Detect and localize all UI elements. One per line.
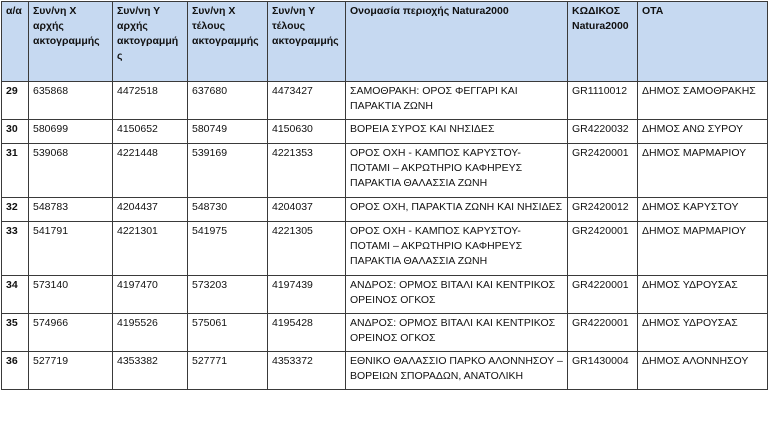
natura-name-cell: ΕΘΝΙΚΟ ΘΑΛΑΣΣΙΟ ΠΑΡΚΟ ΑΛΟΝΝΗΣΟΥ – ΒΟΡΕΙΩΝ ΣΠΟΡΑΔΩΝ, ΑΝΑΤΟΛΙΚΗ [346, 352, 568, 390]
header-ota: ΟΤΑ [638, 2, 768, 82]
natura-code-cell: GR1110012 [568, 82, 638, 120]
natura-coastline-table [1, 1, 768, 390]
x-end-cell: 548730 [188, 198, 268, 222]
natura-name-cell: ΟΡΟΣ ΟΧΗ - ΚΑΜΠΟΣ ΚΑΡΥΣΤΟΥ- ΠΟΤΑΜΙ – ΑΚΡΩΤΗΡΙΟ ΚΑΦΗΡΕΥΣ ΠΑΡΑΚΤΙΑ ΘΑΛΑΣΣΙΑ ΖΩΝΗ [346, 144, 568, 198]
row-number: 33 [2, 222, 29, 276]
x-end-cell: 637680 [188, 82, 268, 120]
header-y-start: Συν/νη Υ αρχής ακτογραμμής [113, 2, 188, 82]
ota-cell: ΔΗΜΟΣ ΑΛΟΝΝΗΣΟΥ [638, 352, 768, 390]
y-start-cell: 4150652 [113, 120, 188, 144]
y-end-cell: 4221305 [268, 222, 346, 276]
x-end-cell: 580749 [188, 120, 268, 144]
natura-code-cell: GR2420012 [568, 198, 638, 222]
y-end-cell: 4204037 [268, 198, 346, 222]
y-start-cell: 4353382 [113, 352, 188, 390]
ota-cell: ΔΗΜΟΣ ΚΑΡΥΣΤΟΥ [638, 198, 768, 222]
table-header-row [2, 2, 768, 82]
y-start-cell: 4204437 [113, 198, 188, 222]
y-start-cell: 4221448 [113, 144, 188, 198]
natura-name-cell: ΒΟΡΕΙΑ ΣΥΡΟΣ ΚΑΙ ΝΗΣΙΔΕΣ [346, 120, 568, 144]
x-start-cell: 574966 [29, 314, 113, 352]
natura-name-cell: ΑΝΔΡΟΣ: ΟΡΜΟΣ ΒΙΤΑΛΙ ΚΑΙ ΚΕΝΤΡΙΚΟΣ ΟΡΕΙΝΟΣ ΟΓΚΟΣ [346, 276, 568, 314]
x-end-cell: 539169 [188, 144, 268, 198]
natura-name-cell: ΑΝΔΡΟΣ: ΟΡΜΟΣ ΒΙΤΑΛΙ ΚΑΙ ΚΕΝΤΡΙΚΟΣ ΟΡΕΙΝΟΣ ΟΓΚΟΣ [346, 314, 568, 352]
y-end-cell: 4221353 [268, 144, 346, 198]
row-number: 32 [2, 198, 29, 222]
x-end-cell: 527771 [188, 352, 268, 390]
row-number: 36 [2, 352, 29, 390]
row-number: 29 [2, 82, 29, 120]
natura-code-cell: GR4220032 [568, 120, 638, 144]
y-end-cell: 4150630 [268, 120, 346, 144]
y-end-cell: 4197439 [268, 276, 346, 314]
x-start-cell: 573140 [29, 276, 113, 314]
natura-code-cell: GR2420001 [568, 144, 638, 198]
ota-cell: ΔΗΜΟΣ ΥΔΡΟΥΣΑΣ [638, 276, 768, 314]
x-start-cell: 580699 [29, 120, 113, 144]
table-row [2, 198, 768, 222]
x-start-cell: 539068 [29, 144, 113, 198]
row-number: 31 [2, 144, 29, 198]
table-row [2, 144, 768, 198]
x-start-cell: 541791 [29, 222, 113, 276]
x-start-cell: 527719 [29, 352, 113, 390]
natura-code-cell: GR2420001 [568, 222, 638, 276]
y-end-cell: 4353372 [268, 352, 346, 390]
ota-cell: ΔΗΜΟΣ ΑΝΩ ΣΥΡΟΥ [638, 120, 768, 144]
ota-cell: ΔΗΜΟΣ ΣΑΜΟΘΡΑΚΗΣ [638, 82, 768, 120]
header-x-end: Συν/νη Χ τέλους ακτογραμμής [188, 2, 268, 82]
natura-name-cell: ΟΡΟΣ ΟΧΗ - ΚΑΜΠΟΣ ΚΑΡΥΣΤΟΥ- ΠΟΤΑΜΙ – ΑΚΡΩΤΗΡΙΟ ΚΑΦΗΡΕΥΣ ΠΑΡΑΚΤΙΑ ΘΑΛΑΣΣΙΑ ΖΩΝΗ [346, 222, 568, 276]
x-start-cell: 548783 [29, 198, 113, 222]
header-y-end: Συν/νη Υ τέλους ακτογραμμής [268, 2, 346, 82]
table-row [2, 82, 768, 120]
row-number: 30 [2, 120, 29, 144]
x-end-cell: 575061 [188, 314, 268, 352]
y-end-cell: 4473427 [268, 82, 346, 120]
natura-name-cell: ΣΑΜΟΘΡΑΚΗ: ΟΡΟΣ ΦΕΓΓΑΡΙ ΚΑΙ ΠΑΡΑΚΤΙΑ ΖΩΝΗ [346, 82, 568, 120]
header-natura-code: ΚΩΔΙΚΟΣ Natura2000 [568, 2, 638, 82]
y-start-cell: 4221301 [113, 222, 188, 276]
natura-code-cell: GR1430004 [568, 352, 638, 390]
table-row [2, 352, 768, 390]
y-end-cell: 4195428 [268, 314, 346, 352]
natura-code-cell: GR4220001 [568, 314, 638, 352]
x-end-cell: 573203 [188, 276, 268, 314]
table-row [2, 276, 768, 314]
ota-cell: ΔΗΜΟΣ ΜΑΡΜΑΡΙΟΥ [638, 144, 768, 198]
header-aa: α/α [2, 2, 29, 82]
header-natura-name: Ονομασία περιοχής Natura2000 [346, 2, 568, 82]
row-number: 35 [2, 314, 29, 352]
x-start-cell: 635868 [29, 82, 113, 120]
ota-cell: ΔΗΜΟΣ ΥΔΡΟΥΣΑΣ [638, 314, 768, 352]
natura-code-cell: GR4220001 [568, 276, 638, 314]
y-start-cell: 4195526 [113, 314, 188, 352]
table-row [2, 314, 768, 352]
table-row [2, 222, 768, 276]
ota-cell: ΔΗΜΟΣ ΜΑΡΜΑΡΙΟΥ [638, 222, 768, 276]
row-number: 34 [2, 276, 29, 314]
x-end-cell: 541975 [188, 222, 268, 276]
y-start-cell: 4197470 [113, 276, 188, 314]
natura-name-cell: ΟΡΟΣ ΟΧΗ, ΠΑΡΑΚΤΙΑ ΖΩΝΗ ΚΑΙ ΝΗΣΙΔΕΣ [346, 198, 568, 222]
y-start-cell: 4472518 [113, 82, 188, 120]
table-row [2, 120, 768, 144]
header-x-start: Συν/νη Χ αρχής ακτογραμμής [29, 2, 113, 82]
